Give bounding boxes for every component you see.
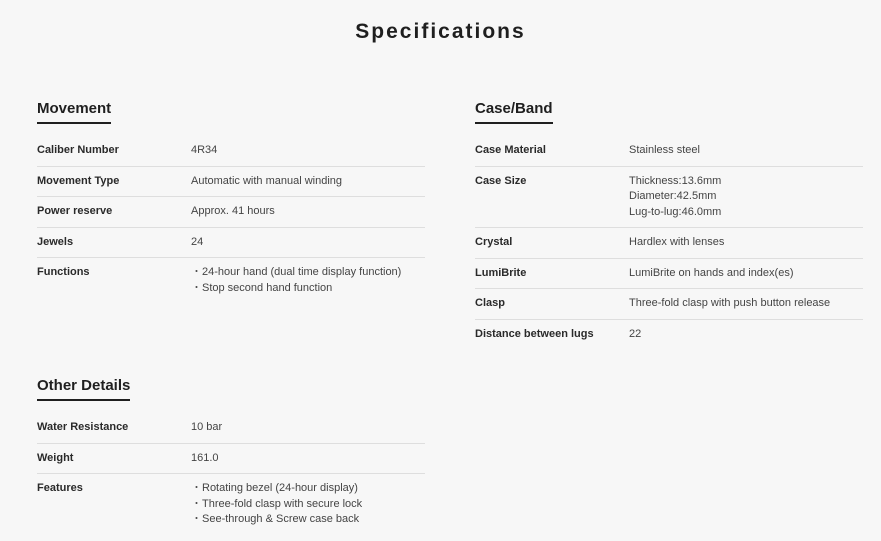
spec-value: [629, 143, 863, 159]
spec-value: [629, 266, 863, 282]
spec-row-weight: [37, 444, 425, 475]
case-band-section: [475, 100, 863, 349]
spec-value-line: Lug-to-lug:46.0mm: [629, 205, 722, 218]
spec-row-jewels: [37, 228, 425, 259]
spec-value-line: LumiBrite on hands and index(es): [629, 266, 794, 279]
spec-value: [191, 143, 425, 159]
spec-value-bullet: ・ See-through & Screw case back: [191, 512, 425, 528]
spec-value-line: Diameter:42.5mm: [629, 190, 717, 202]
spec-row-lumibrite: [475, 259, 863, 290]
spec-label: Case Size: [475, 174, 527, 187]
spec-label: Weight: [37, 451, 74, 464]
spec-label: Caliber Number: [37, 144, 119, 156]
section-heading-other-details: Other Details: [37, 377, 130, 401]
spec-value-bullet: ・ 24-hour hand (dual time display function): [191, 265, 425, 281]
spec-value-line: Thickness:13.6mm: [629, 174, 722, 187]
spec-value: [629, 235, 863, 251]
spec-label: LumiBrite: [475, 266, 527, 279]
spec-value-line: 10 bar: [191, 421, 223, 433]
spec-value: [191, 204, 425, 220]
spec-row-crystal: [475, 228, 863, 259]
spec-row-features: [37, 474, 425, 535]
spec-value-line: 22: [629, 327, 642, 340]
spec-value: [629, 296, 863, 312]
spec-value-line: Automatic with manual winding: [191, 174, 343, 187]
spec-value-line: Stainless steel: [629, 144, 700, 156]
spec-label: Features: [37, 482, 83, 494]
spec-value-line: 24: [191, 235, 204, 248]
spec-label: Clasp: [475, 297, 505, 309]
spec-label: Movement Type: [37, 174, 120, 187]
spec-value: [191, 451, 425, 467]
spec-value: [191, 481, 425, 528]
page-title: Specifications: [355, 20, 526, 43]
spec-label: Water Resistance: [37, 421, 129, 433]
spec-label: Power reserve: [37, 205, 113, 217]
spec-value-line: Hardlex with lenses: [629, 236, 725, 248]
spec-value-line: Approx. 41 hours: [191, 205, 275, 217]
spec-value-line: 4R34: [191, 144, 218, 156]
spec-value: [629, 174, 863, 221]
spec-row-power-reserve: [37, 197, 425, 228]
spec-value-bullet: ・ Rotating bezel (24-hour display): [191, 481, 425, 497]
other-details-section: [37, 377, 425, 535]
spec-value-bullet: ・ Three-fold clasp with secure lock: [191, 497, 425, 513]
spec-label: Functions: [37, 266, 90, 278]
spec-value-bullet: ・ Stop second hand function: [191, 281, 425, 297]
section-heading-case-band: Case/Band: [475, 100, 553, 124]
spec-value: [629, 327, 863, 343]
spec-row-case-size: [475, 167, 863, 229]
spec-label: Crystal: [475, 236, 513, 248]
spec-value: [191, 235, 425, 251]
spec-row-functions: [37, 258, 425, 303]
spec-row-case-material: [475, 136, 863, 167]
spec-row-distance-between-lugs: [475, 320, 863, 350]
spec-row-caliber-number: [37, 136, 425, 167]
movement-section: [37, 100, 425, 303]
spec-row-water-resistance: [37, 413, 425, 444]
section-heading-movement: Movement: [37, 100, 111, 124]
spec-value: [191, 265, 425, 296]
spec-label: Distance between lugs: [475, 327, 594, 340]
spec-label: Case Material: [475, 144, 546, 156]
spec-value-line: 161.0: [191, 451, 219, 464]
spec-row-clasp: [475, 289, 863, 320]
spec-value-line: Three-fold clasp with push button release: [629, 297, 831, 309]
spec-label: Jewels: [37, 235, 74, 248]
spec-value: [191, 420, 425, 436]
spec-row-movement-type: [37, 167, 425, 198]
spec-value: [191, 174, 425, 190]
